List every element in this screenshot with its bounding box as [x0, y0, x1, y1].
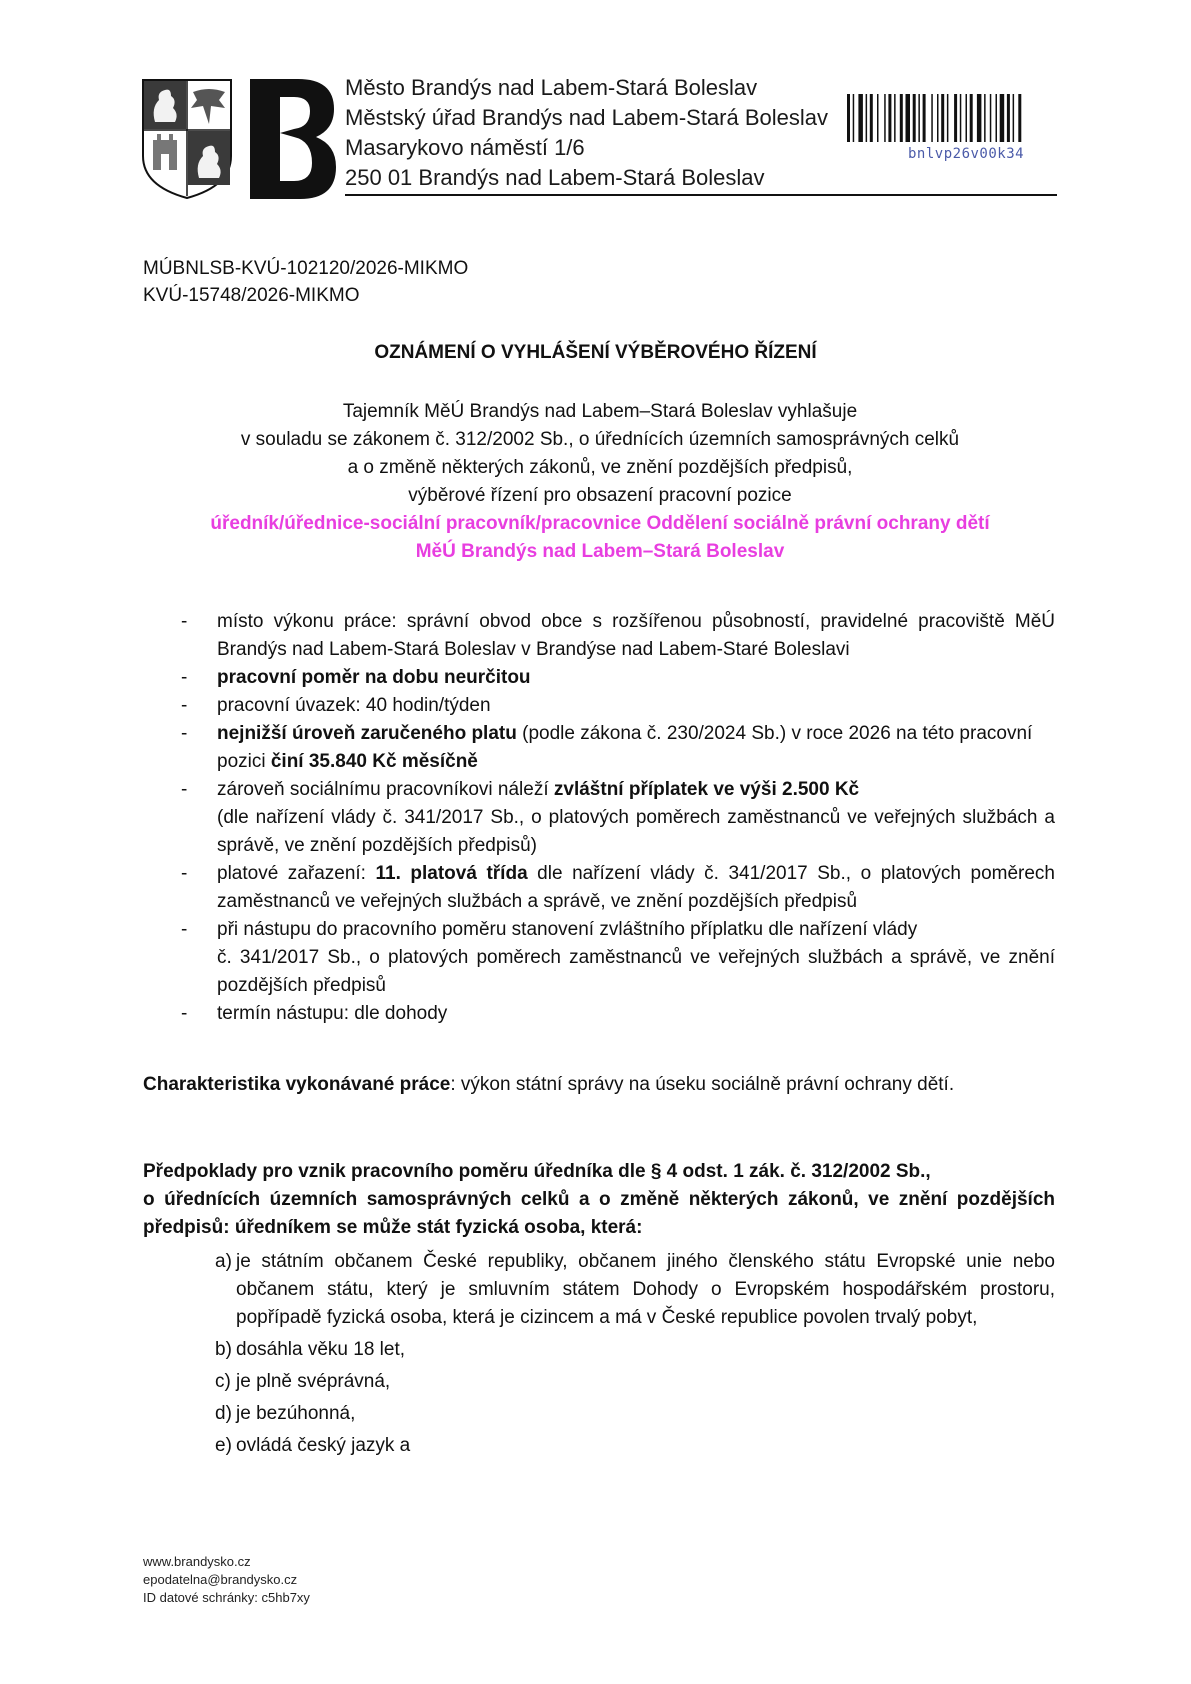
coat-of-arms-icon	[141, 78, 233, 200]
position-office: MěÚ Brandýs nad Labem–Stará Boleslav	[415, 541, 785, 562]
intro-line: výběrové řízení pro obsazení pracovní pozice	[408, 485, 792, 506]
intro-line: v souladu se zákonem č. 312/2002 Sb., o úřednících územních samosprávných celků	[240, 429, 960, 450]
document-title: OZNÁMENÍ O VYHLÁŠENÍ VÝBĚROVÉHO ŘÍZENÍ	[374, 342, 817, 363]
barcode-icon	[847, 94, 1056, 142]
barcode-number: bnlvp26v00k34	[908, 146, 1025, 162]
list-item: - platové zařazení: 11. platová třída dle nařízení vlády č. 341/2017 Sb., o platových poměrech zaměstnanců ve veřejných službách a správě, ve znění pozdějších předpisů	[181, 863, 1055, 912]
footer-website: www.brandysko.cz	[143, 1554, 251, 1569]
footer-databox: ID datové schránky: c5hb7xy	[143, 1590, 310, 1605]
office-address	[345, 73, 828, 193]
header-divider	[345, 194, 1057, 196]
address-line: 250 01 Brandýs nad Labem-Stará Boleslav	[345, 165, 765, 190]
list-item: - místo výkonu práce: správní obvod obce s rozšířenou působností, pravidelné pracoviště MěÚ Brandýs nad Labem-Stará Boleslav v Brandýse nad Labem-Staré Boleslavi	[181, 611, 1055, 660]
footer-email: epodatelna@brandysko.cz	[143, 1572, 298, 1587]
list-item: - nejnižší úroveň zaručeného platu (podle zákona č. 230/2024 Sb.) v roce 2026 na této pracovní pozici činí 35.840 Kč měsíčně	[181, 723, 1033, 772]
address-line: Město Brandýs nad Labem-Stará Boleslav	[345, 75, 758, 100]
address-line: Masarykovo náměstí 1/6	[345, 135, 585, 160]
list-item: c) je plně svéprávná,	[215, 1371, 391, 1392]
prerequisites-heading: Předpoklady pro vznik pracovního poměru úředníka dle § 4 odst. 1 zák. č. 312/2002 Sb., o úřednících územních samosprávných celků a o změně některých zákonů, ve znění pozdějších předpisů: úředníkem se může stát fyzická osoba, která:	[143, 1161, 1055, 1238]
list-item: b) dosáhla věku 18 let,	[215, 1339, 406, 1360]
intro-line: a o změně některých zákonů, ve znění pozdějších předpisů,	[347, 457, 853, 478]
announcement-intro	[130, 398, 1070, 566]
footer-contacts	[143, 1553, 310, 1607]
position-title: úředník/úřednice-sociální pracovník/pracovnice Oddělení sociálně právní ochrany dětí	[210, 513, 990, 534]
list-item: - pracovní poměr na dobu neurčitou	[181, 667, 531, 688]
reference-line: MÚBNLSB-KVÚ-102120/2026-MIKMO	[143, 258, 469, 279]
work-characteristics: Charakteristika vykonávané práce: výkon státní správy na úseku sociálně právní ochrany dětí.	[143, 1074, 955, 1095]
list-item: - termín nástupu: dle dohody	[181, 1003, 448, 1024]
list-item: - pracovní úvazek: 40 hodin/týden	[181, 695, 491, 716]
list-item: - zároveň sociálnímu pracovníkovi náleží zvláštní příplatek ve výši 2.500 Kč (dle nařízení vlády č. 341/2017 Sb., o platových poměrech zaměstnanců ve veřejných službách a správě, ve znění pozdějších předpisů)	[181, 779, 1055, 856]
list-item: - při nástupu do pracovního poměru stanovení zvláštního příplatku dle nařízení vlády č. 341/2017 Sb., o platových poměrech zaměstnanců ve veřejných službách a správě, ve znění pozdějších předpisů	[181, 919, 1055, 996]
address-line: Městský úřad Brandýs nad Labem-Stará Boleslav	[345, 105, 829, 130]
reference-numbers	[143, 255, 468, 309]
list-item: d) je bezúhonná,	[215, 1403, 356, 1424]
intro-line: Tajemník MěÚ Brandýs nad Labem–Stará Boleslav vyhlašuje	[342, 401, 858, 422]
conditions-list	[143, 1248, 1055, 1460]
job-details-list	[143, 608, 1055, 1028]
reference-line: KVÚ-15748/2026-MIKMO	[143, 285, 360, 306]
list-item: e) ovládá český jazyk a	[215, 1435, 411, 1456]
list-item: a) je státním občanem České republiky, občanem jiného členského státu Evropské unie nebo občanem státu, který je smluvním státem Dohody o Evropském hospodářském prostoru, popřípadě fyzická osoba, která je cizincem a má v České republice povolen trvalý pobyt,	[215, 1251, 1055, 1328]
city-b-logo-icon	[250, 79, 336, 199]
